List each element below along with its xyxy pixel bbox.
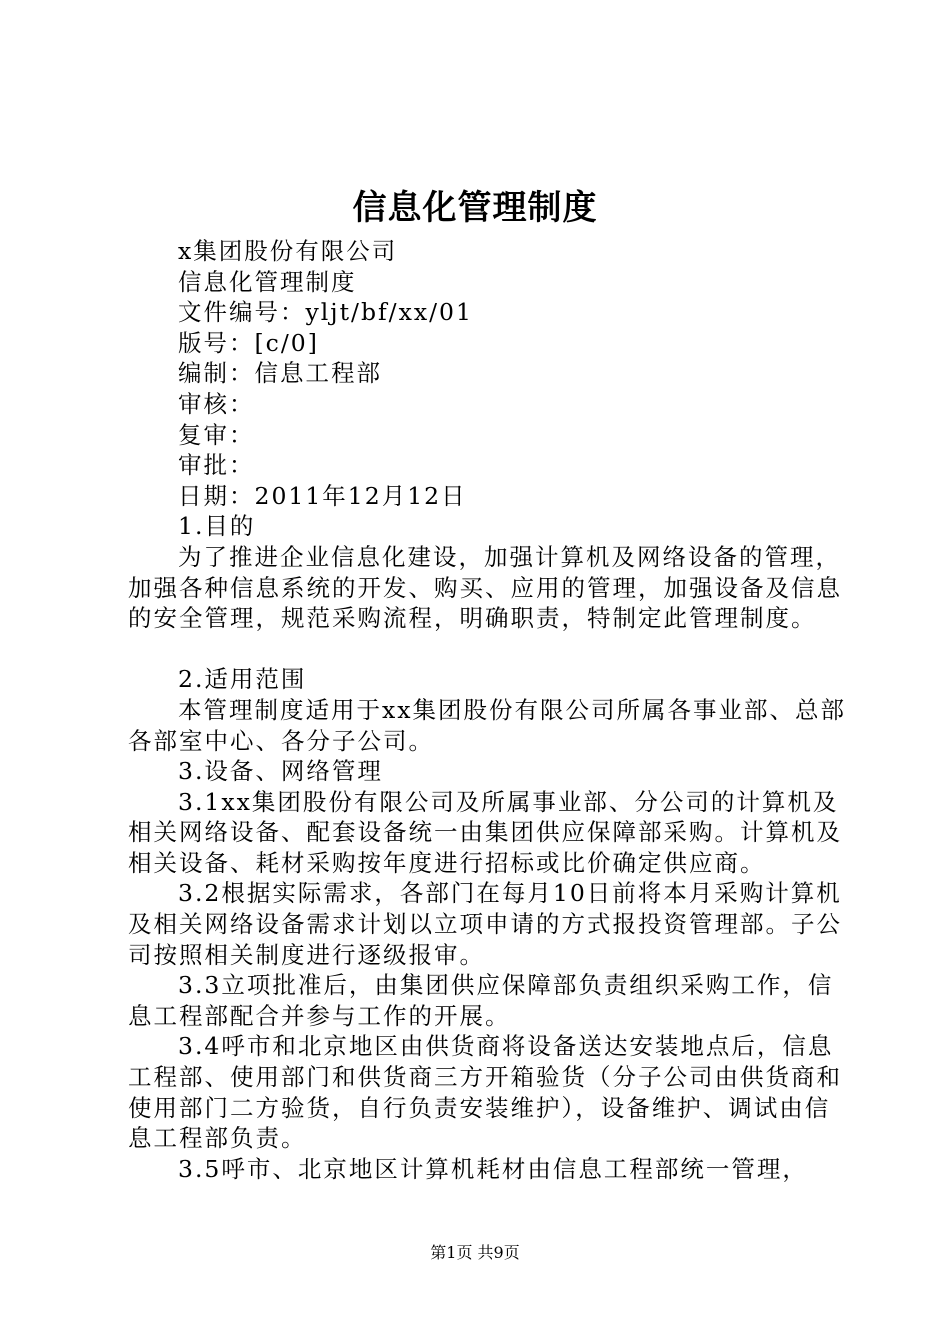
approved-by: 审批：: [178, 451, 255, 480]
section-3-1-paragraph: 3.1xx集团股份有限公司及所属事业部、分公司的计算机及相关网络设备、配套设备统一由集团供应保障部采购。计算机及相关设备、耗材采购按年度进行招标或比价确定供应商。: [128, 787, 842, 877]
section-1-heading: 1.目的: [178, 512, 256, 541]
re-reviewed-by: 复审：: [178, 420, 255, 449]
company-name: x集团股份有限公司: [178, 237, 398, 265]
prepared-by: 编制：信息工程部: [178, 359, 382, 388]
document-body: [128, 236, 850, 1184]
page-footer: 第1页 共9页: [430, 1243, 520, 1262]
section-3-3-paragraph: 3.3立项批准后，由集团供应保障部负责组织采购工作，信息工程部配合并参与工作的开展。: [128, 971, 834, 1030]
section-3-2-paragraph: 3.2根据实际需求，各部门在每月10日前将本月采购计算机及相关网络设备需求计划以立项申请的方式报投资管理部。子公司按照相关制度进行逐级报审。: [128, 879, 842, 969]
version-number: 版号：[c/0]: [178, 328, 319, 357]
section-2-paragraph: 本管理制度适用于xx集团股份有限公司所属各事业部、总部各部室中心、各分子公司。: [128, 695, 847, 755]
section-3-5-paragraph: 3.5呼市、北京地区计算机耗材由信息工程部统一管理，: [178, 1154, 808, 1183]
paragraph-spacer: [128, 634, 850, 665]
regulation-name: 信息化管理制度: [178, 267, 357, 296]
file-number: 文件编号：yljt/bf/xx/01: [178, 298, 473, 327]
section-1-paragraph: 为了推进企业信息化建设，加强计算机及网络设备的管理，加强各种信息系统的开发、购买、应用的管理，加强设备及信息的安全管理，规范采购流程，明确职责，特制定此管理制度。: [128, 542, 842, 633]
section-3-heading: 3.设备、网络管理: [178, 757, 383, 786]
section-2-heading: 2.适用范围: [178, 665, 307, 694]
reviewed-by: 审核：: [178, 389, 255, 418]
document-title: 信息化管理制度: [352, 188, 598, 228]
document-date: 日期：2011年12月12日: [178, 481, 467, 510]
section-3-4-paragraph: 3.4呼市和北京地区由供货商将设备送达安装地点后，信息工程部、使用部门和供货商三方开箱验货（分子公司由供货商和使用部门二方验货，自行负责安装维护），设备维护、调试由信息工程部负责。: [128, 1032, 842, 1153]
